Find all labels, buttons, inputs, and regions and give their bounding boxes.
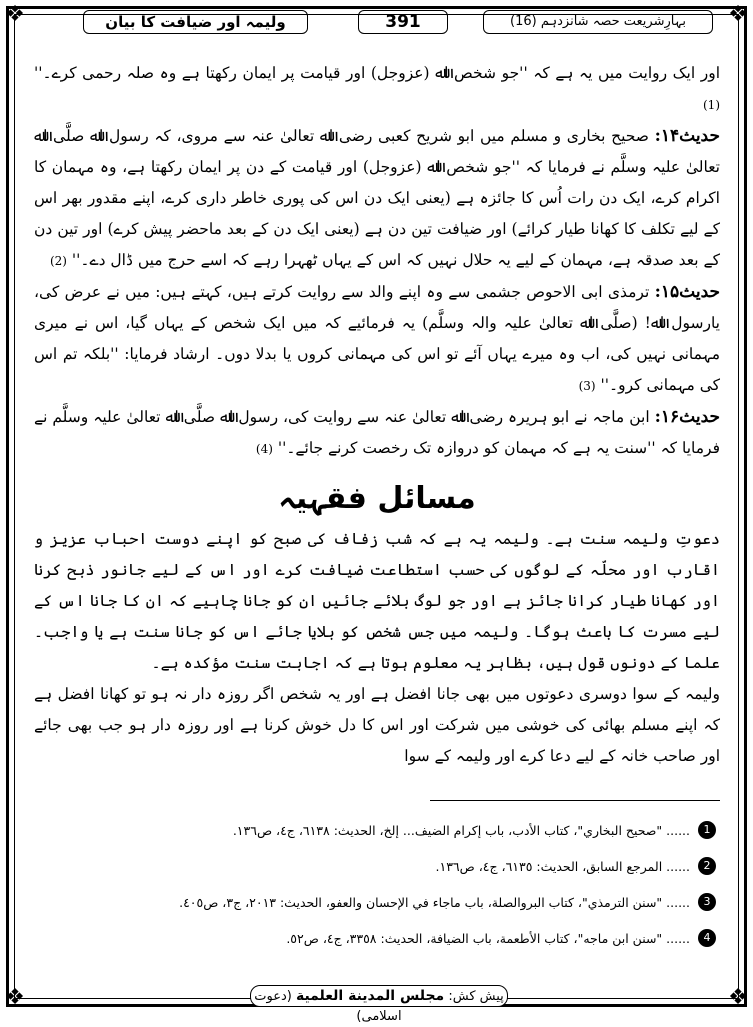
page-number: 391: [358, 10, 448, 34]
hadith-16: [34, 402, 720, 465]
footnote-number: 1: [698, 821, 716, 839]
hadith-15: [34, 277, 720, 402]
page-header: [28, 10, 725, 36]
hadith-label: حدیث۱۴:: [654, 126, 720, 146]
footnote-ref: (2): [49, 254, 67, 268]
masail-paragraph-1: دعوتِ ولیمہ سنت ہے۔ ولیمہ یہ ہے کہ شب زفاف کی صبح کو اپنے دوست احباب عزیز و اقارب اور محلّہ کے لوگوں کی حسب استطاعت ضیافت کرے اور اس کے لیے جانور ذبح کرنا اور کھانا طیار کرانا جائز ہے اور جو لوگ بلائے جائیں ان کو جانا چاہیے کہ ان کا جانا اس کے لیے مسرت کا باعث ہوگا۔ ولیمہ میں جس شخص کو بلایا جائے اس کو جانا سنت ہے یا واجب۔ علما کے دونوں قول ہیں، بظاہر یہ معلوم ہوتا ہے کہ اجابت سنت مؤکدہ ہے۔: [34, 530, 720, 672]
hadith-label: حدیث۱۶:: [654, 407, 720, 427]
masail-paragraph-2: ولیمہ کے سوا دوسری دعوتوں میں بھی جانا افضل ہے اور یہ شخص اگر روزہ دار نہ ہو تو کھانا افضل ہے کہ اپنے مسلم بھائی کی خوشی میں شرکت اور اس کا دل خوش کرنا ہے اور روزہ دار ہو جب بھی جائے اور صاحب خانہ کے لیے دعا کرے اور ولیمہ کے سوا: [34, 685, 720, 765]
footnote-number: 3: [698, 893, 716, 911]
corner-ornament-icon: ❖: [5, 2, 25, 27]
footnote-number: 2: [698, 857, 716, 875]
footer-org: مجلس المدينة العلمية: [295, 988, 445, 1004]
hadith-text: صحیح بخاری و مسلم میں ابو شریح کعبی رضی اﷲ تعالیٰ عنہ سے مروی، کہ رسول اﷲ صلَّی اﷲ تعالیٰ علیہ وسلَّم نے فرمایا کہ ''جو شخص اﷲ (عزوجل) اور قیامت کے دن پر ایمان رکھتا ہے، وہ مہمان کا اکرام کرے، ایک دن رات اُس کا جائزہ ہے (یعنی ایک دن اس کی پوری خاطر داری کرے، اپنے مقدور بھر اس کے لیے تکلف کا کھانا طیار کرائے) اور ضیافت تین دن ہے (یعنی ایک دن کے بعد ماحضر پیش کرے) اور تین دن کے بعد صدقہ ہے، مہمان کے لیے یہ حلال نہیں کہ اس کے یہاں ٹھہرا رہے کہ اسے حرج میں ڈال دے۔'': [34, 127, 720, 269]
footnote-ref: (4): [255, 442, 273, 456]
corner-ornament-icon: ❖: [728, 2, 748, 27]
footnotes: [34, 812, 716, 956]
footer-prefix: پیش کش:: [448, 989, 504, 1004]
corner-ornament-icon: ❖: [728, 985, 748, 1010]
footer-suffix: (دعوت اسلامی): [254, 989, 402, 1024]
book-title: بہارِشریعت حصہ شانزدہم (16): [483, 10, 713, 34]
footnote-item: [34, 848, 716, 884]
page-footer: [250, 985, 508, 1024]
footnote-separator: [430, 800, 720, 801]
hadith-text: ترمذی ابی الاحوص جشمی سے وہ اپنے والد سے روایت کرتے ہیں، کہتے ہیں: میں نے عرض کی، یارسول اﷲ! (صلَّی اﷲ تعالیٰ علیہ والہ وسلَّم) یہ فرمائیے کہ میں ایک شخص کے یہاں گیا، اس نے میری مہمانی نہیں کی، اب وہ میرے یہاں آئے تو اس کی مہمانی کروں یا بدلا دوں۔ ارشاد فرمایا: ''بلکہ تم اس کی مہمانی کرو۔'': [34, 283, 720, 394]
footnote-text: ...... "سنن ابن ماجه"، كتاب الأطعمة، باب الضيافة، الحديث: ٣٣٥٨، ج٤، ص٥٢.: [286, 930, 690, 946]
intro-paragraph: [34, 58, 720, 121]
footnote-text: ...... المرجع السابق، الحديث: ٦١٣٥، ج٤، ص١٣٦.: [435, 858, 690, 874]
footnote-text: ...... "سنن الترمذي"، كتاب البروالصلة، باب ماجاء في الإحسان والعفو، الحديث: ٢٠١٣، ج٣، ص٤٠٥.: [179, 894, 690, 910]
chapter-title: ولیمہ اور ضیافت کا بیان: [83, 10, 308, 34]
footnote-text: ...... "صحيح البخاري"، كتاب الأدب، باب إكرام الضيف... إلخ، الحديث: ٦١٣٨، ج٤، ص١٣٦.: [232, 822, 690, 838]
footnote-ref: (3): [578, 379, 596, 393]
section-title: مسائل فقہیہ: [278, 481, 476, 516]
footnote-ref: (1): [703, 98, 720, 112]
footnote-number: 4: [698, 929, 716, 947]
footnote-item: [34, 884, 716, 920]
hadith-label: حدیث۱۵:: [654, 282, 720, 302]
intro-text: اور ایک روایت میں یہ ہے کہ ''جو شخص اﷲ (عزوجل) اور قیامت پر ایمان رکھتا ہے وہ صلہ رحمی کرے۔'': [34, 64, 720, 82]
footnote-item: [34, 812, 716, 848]
main-text: [34, 58, 720, 772]
hadith-text: ابن ماجہ نے ابو ہریرہ رضی اﷲ تعالیٰ عنہ سے روایت کی، رسول اﷲ صلَّی اﷲ تعالیٰ علیہ وسلَّم نے فرمایا کہ ''سنت یہ ہے کہ مہمان کو دروازہ تک رخصت کرنے جائے۔'': [34, 408, 720, 457]
hadith-14: [34, 121, 720, 277]
corner-ornament-icon: ❖: [5, 985, 25, 1010]
footnote-item: [34, 920, 716, 956]
